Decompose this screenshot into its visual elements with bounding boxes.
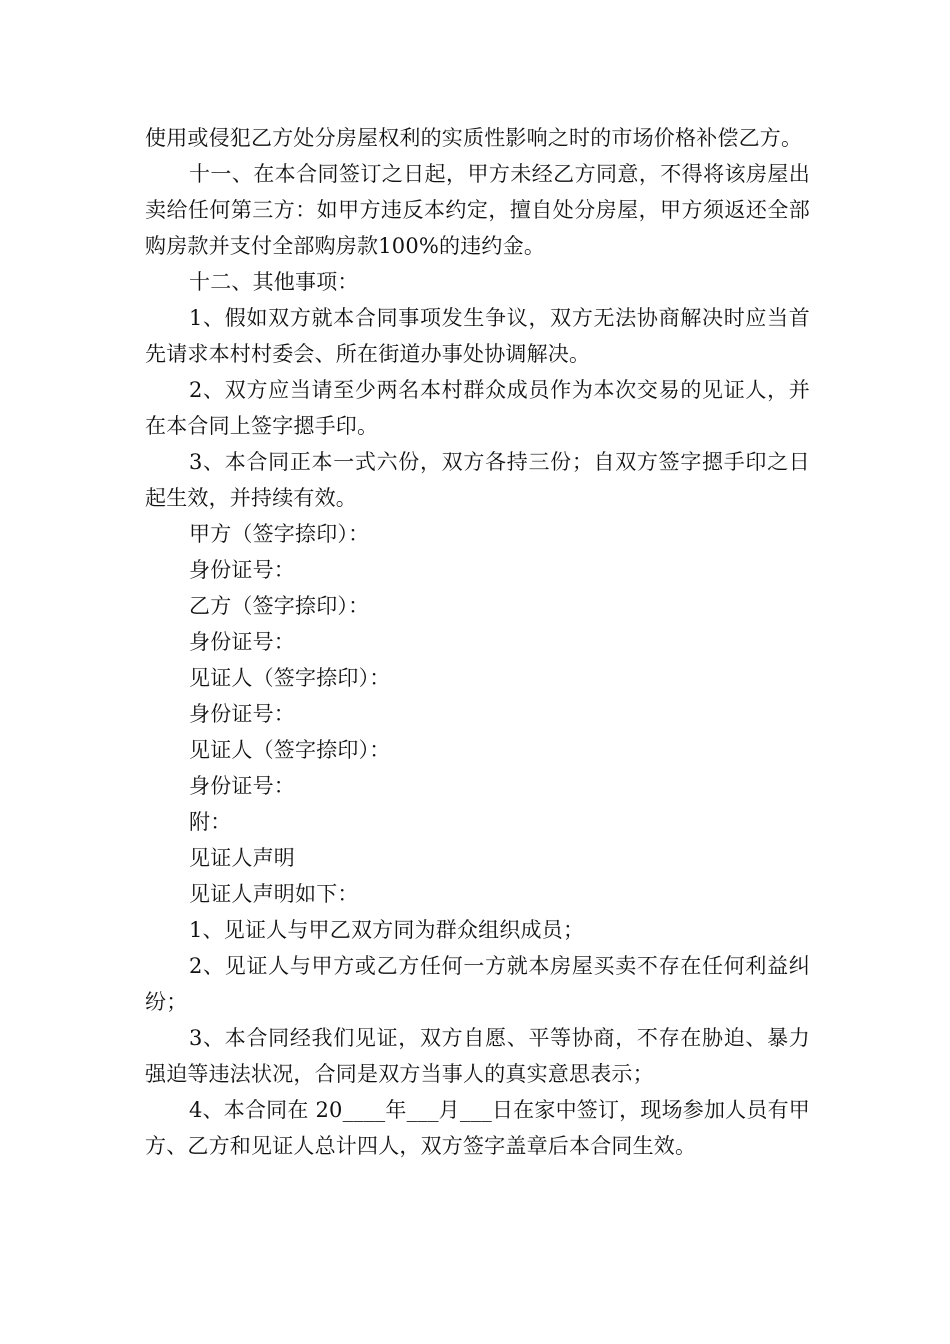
witness-2-id-line: 身份证号： xyxy=(189,774,295,798)
witness-statement-title: 见证人声明 xyxy=(189,846,295,870)
appendix-label: 附： xyxy=(189,810,232,834)
witness-1-signature-line: 见证人（签字捺印）： xyxy=(189,666,391,690)
clause-twelve-heading: 十二、其他事项： xyxy=(189,270,359,294)
party-b-id-line: 身份证号： xyxy=(189,630,295,654)
witness-1-id-line: 身份证号： xyxy=(189,702,295,726)
statement-item-3: 3、本合同经我们见证，双方自愿、平等协商，不存在胁迫、暴力强迫等违法状况，合同是双方当事人的真实意思表示； xyxy=(145,1026,810,1086)
clause-twelve-item-1: 1、假如双方就本合同事项发生争议，双方无法协商解决时应当首先请求本村村委会、所在街道办事处协调解决。 xyxy=(145,306,810,366)
statement-item-2: 2、见证人与甲方或乙方任何一方就本房屋买卖不存在任何利益纠纷； xyxy=(145,954,810,1014)
party-a-id-line: 身份证号： xyxy=(189,558,295,582)
document-body xyxy=(145,120,810,1164)
witness-statement-intro: 见证人声明如下： xyxy=(189,882,359,906)
statement-item-1: 1、见证人与甲乙双方同为群众组织成员； xyxy=(189,918,585,942)
clause-twelve-item-3: 3、本合同正本一式六份，双方各持三份；自双方签字摁手印之日起生效，并持续有效。 xyxy=(145,450,810,510)
party-a-signature-line: 甲方（签字捺印）： xyxy=(189,522,370,546)
clause-twelve-item-2: 2、双方应当请至少两名本村群众成员作为本次交易的见证人，并在本合同上签字摁手印。 xyxy=(145,378,810,438)
witness-2-signature-line: 见证人（签字捺印）： xyxy=(189,738,391,762)
clause-eleven: 十一、在本合同签订之日起，甲方未经乙方同意，不得将该房屋出卖给任何第三方：如甲方违反本约定，擅自处分房屋，甲方须返还全部购房款并支付全部购房款100%的违约金。 xyxy=(145,162,810,258)
statement-item-4: 4、本合同在 20____年___月___日在家中签订，现场参加人员有甲方、乙方和见证人总计四人，双方签字盖章后本合同生效。 xyxy=(145,1098,810,1158)
paragraph-compensation-continued: 使用或侵犯乙方处分房屋权利的实质性影响之时的市场价格补偿乙方。 xyxy=(145,126,803,150)
party-b-signature-line: 乙方（签字捺印）： xyxy=(189,594,370,618)
